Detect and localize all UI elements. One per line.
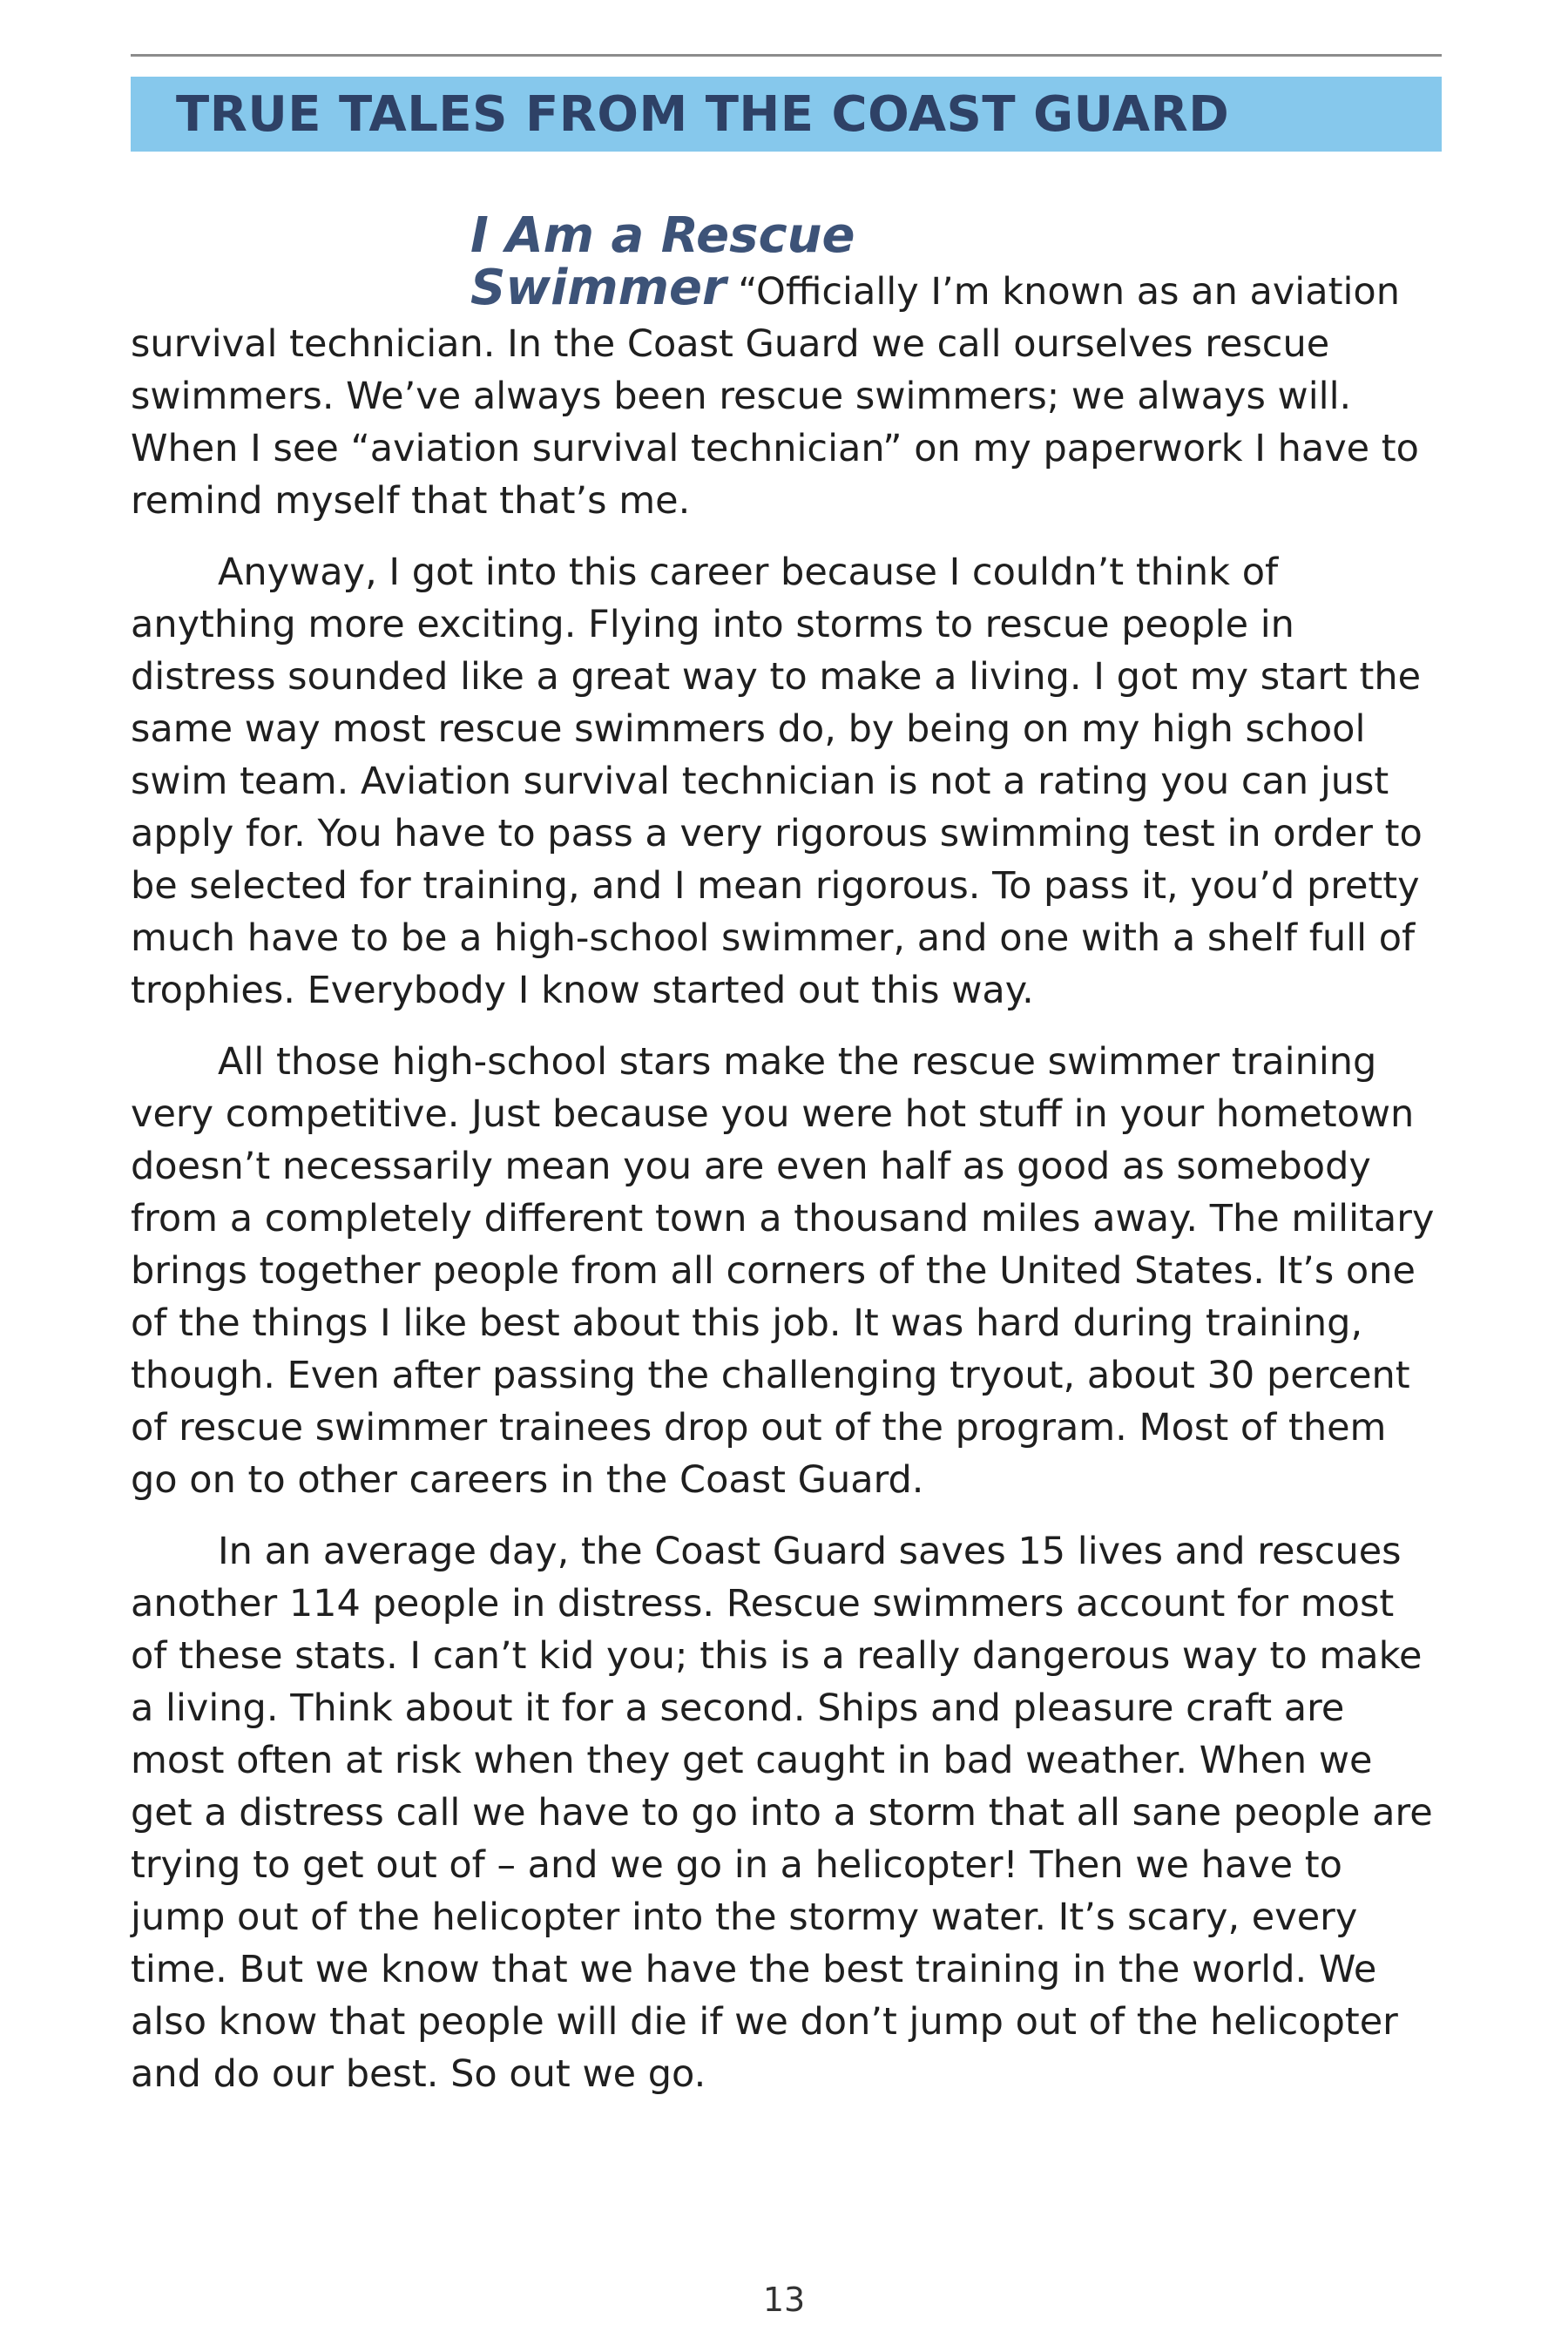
story-paragraph-3: All those high-school stars make the rescue swimmer training very competitive. Just because you were hot stuff in your hometown doesn’t necessarily mean you are even half as good as somebody from a completely different town a thousand miles away. The military brings together people from all corners of the United States. It’s one of the things I like best about this job. It was hard during training, though. Even after passing the challenging tryout, about 30 percent of rescue swimmer trainees drop out of the program. Most of them go on to other careers in the Coast Guard. — [131, 1040, 1435, 1502]
paragraph-1-text: “Officially I’m known as an aviation survival technician. In the Coast Guard we call ourselves rescue swimmers. We’ve always been rescue swimmers; we always will. When I see “aviation survival technician” on my paperwork I have to remind myself that that’s me. — [131, 270, 1419, 523]
story — [131, 209, 1442, 2119]
section-banner — [131, 77, 1442, 152]
page-number: 13 — [762, 2281, 806, 2319]
top-rule — [131, 54, 1442, 57]
banner-title: TRUE TALES FROM THE COAST GUARD — [176, 85, 1230, 143]
story-heading-line2: Swimmer — [470, 260, 727, 316]
story-paragraph-4: In an average day, the Coast Guard saves 15 lives and rescues another 114 people in distress. Rescue swimmers account for most of these stats. I can’t kid you; this is a really dangerous way to make a living. Think about it for a second. Ships and pleasure craft are most often at risk when they get caught in bad weather. When we get a distress call we have to go into a storm that all sane people are trying to get out of – and we go in a helicopter! Then we have to jump out of the helicopter into the stormy water. It’s scary, every time. But we know that we have the best training in the world. We also know that people will die if we don’t jump out of the helicopter and do our best. So out we go. — [131, 1530, 1433, 2096]
story-paragraph-1 — [131, 260, 1442, 527]
story-paragraph-2: Anyway, I got into this career because I couldn’t think of anything more exciting. Flying into storms to rescue people in distress sounded like a great way to make a living. I got my start the same way most rescue swimmers do, by being on my high school swim team. Aviation survival technician is not a rating you can just apply for. You have to pass a very rigorous swimming test in order to be selected for training, and I mean rigorous. To pass it, you’d pretty much have to be a high-school swimmer, and one with a shelf full of trophies. Everybody I know started out this way. — [131, 551, 1423, 1012]
story-heading-line1: I Am a Rescue — [470, 207, 855, 264]
